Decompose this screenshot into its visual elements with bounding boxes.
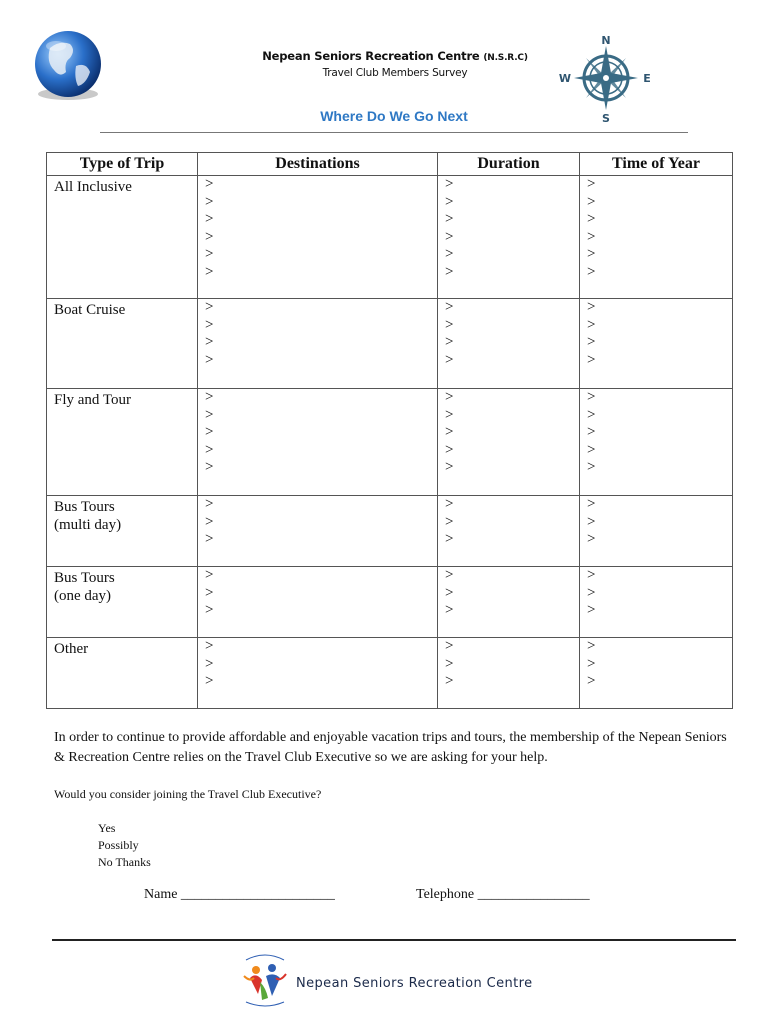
header-type-of-trip: Type of Trip <box>47 153 198 176</box>
time-of-year-entry-marker: > <box>587 655 596 672</box>
destination-entry-marker: > <box>205 531 214 547</box>
duration-entry-marker: > <box>445 334 454 350</box>
help-paragraph: In order to continue to provide affordable and enjoyable vacation trips and tours, the membership of the Nepean Seniors & Recreation Centre relies on the Travel Club Executive so we are asking for your help. <box>54 730 727 765</box>
duration-entry-marker: > <box>445 246 454 262</box>
time-of-year-entry-marker: > <box>587 567 596 583</box>
trip-type-cell <box>47 389 198 496</box>
duration-entry-marker: > <box>445 584 454 601</box>
destination-entry-marker: > <box>205 513 214 530</box>
table-row <box>47 176 733 299</box>
table-header-row <box>47 153 733 176</box>
join-question: Would you consider joining the Travel Club Executive? <box>54 787 322 801</box>
page-title: Where Do We Go Next <box>320 108 468 124</box>
destination-cell[interactable] <box>198 299 438 389</box>
trip-type-label: Other <box>54 641 89 657</box>
duration-cell[interactable] <box>438 567 580 638</box>
trip-type-sublabel: (one day) <box>54 588 112 604</box>
destination-entry-marker: > <box>205 496 214 512</box>
destination-entry-marker: > <box>205 316 214 333</box>
trip-type-cell <box>47 496 198 567</box>
time-of-year-entry-marker: > <box>587 673 596 689</box>
time-of-year-entry-marker: > <box>587 496 596 512</box>
duration-entry-marker: > <box>445 513 454 530</box>
time-of-year-entry-marker: > <box>587 531 596 547</box>
option-yes[interactable]: Yes <box>98 821 116 835</box>
time-of-year-entry-marker: > <box>587 424 596 440</box>
name-field[interactable]: Name ______________________ <box>144 887 335 902</box>
duration-cell[interactable] <box>438 638 580 709</box>
org-name: Nepean Seniors Recreation Centre (N.S.R.C) <box>262 49 528 63</box>
time-of-year-entry-marker: > <box>587 176 596 192</box>
time-of-year-entry-marker: > <box>587 513 596 530</box>
destination-entry-marker: > <box>205 602 214 618</box>
duration-entry-marker: > <box>445 531 454 547</box>
survey-subtitle: Travel Club Members Survey <box>322 67 468 79</box>
trip-type-label: Bus Tours <box>54 499 115 515</box>
time-of-year-entry-marker: > <box>587 228 596 245</box>
trip-type-cell <box>47 299 198 389</box>
duration-entry-marker: > <box>445 655 454 672</box>
duration-entry-marker: > <box>445 316 454 333</box>
duration-entry-marker: > <box>445 389 454 405</box>
table-row <box>47 299 733 389</box>
table-row <box>47 389 733 496</box>
destination-entry-marker: > <box>205 299 214 315</box>
trip-type-cell <box>47 638 198 709</box>
trip-type-cell <box>47 176 198 299</box>
time-of-year-cell[interactable] <box>580 638 733 709</box>
destination-entry-marker: > <box>205 193 214 210</box>
survey-table <box>46 152 733 709</box>
duration-entry-marker: > <box>445 602 454 618</box>
destination-entry-marker: > <box>205 211 214 227</box>
duration-entry-marker: > <box>445 441 454 458</box>
compass-s: S <box>602 112 610 125</box>
duration-entry-marker: > <box>445 496 454 512</box>
globe-icon <box>30 28 106 102</box>
duration-entry-marker: > <box>445 228 454 245</box>
time-of-year-entry-marker: > <box>587 602 596 618</box>
time-of-year-entry-marker: > <box>587 299 596 315</box>
destination-entry-marker: > <box>205 424 214 440</box>
destination-entry-marker: > <box>205 263 214 280</box>
time-of-year-entry-marker: > <box>587 246 596 262</box>
duration-entry-marker: > <box>445 176 454 192</box>
destination-cell[interactable] <box>198 567 438 638</box>
duration-entry-marker: > <box>445 299 454 315</box>
trip-type-cell <box>47 567 198 638</box>
table-row <box>47 496 733 567</box>
table-row <box>47 638 733 709</box>
destination-entry-marker: > <box>205 673 214 689</box>
time-of-year-entry-marker: > <box>587 316 596 333</box>
time-of-year-entry-marker: > <box>587 638 596 654</box>
destination-entry-marker: > <box>205 459 214 475</box>
destination-entry-marker: > <box>205 638 214 654</box>
destination-entry-marker: > <box>205 567 214 583</box>
time-of-year-cell[interactable] <box>580 389 733 496</box>
time-of-year-entry-marker: > <box>587 351 596 368</box>
table-row <box>47 567 733 638</box>
destination-cell[interactable] <box>198 496 438 567</box>
destination-entry-marker: > <box>205 584 214 601</box>
time-of-year-entry-marker: > <box>587 406 596 423</box>
trip-type-sublabel: (multi day) <box>54 517 122 533</box>
duration-entry-marker: > <box>445 406 454 423</box>
duration-cell[interactable] <box>438 496 580 567</box>
time-of-year-entry-marker: > <box>587 441 596 458</box>
destination-cell[interactable] <box>198 176 438 299</box>
time-of-year-cell[interactable] <box>580 299 733 389</box>
time-of-year-entry-marker: > <box>587 389 596 405</box>
destination-entry-marker: > <box>205 389 214 405</box>
duration-entry-marker: > <box>445 211 454 227</box>
header-time-of-year: Time of Year <box>580 153 733 176</box>
time-of-year-cell[interactable] <box>580 496 733 567</box>
join-options <box>98 820 151 871</box>
time-of-year-entry-marker: > <box>587 263 596 280</box>
duration-cell[interactable] <box>438 299 580 389</box>
trip-type-label: Boat Cruise <box>54 302 126 318</box>
trip-type-label: Fly and Tour <box>54 392 132 408</box>
telephone-field[interactable]: Telephone ________________ <box>416 887 590 902</box>
time-of-year-cell[interactable] <box>580 567 733 638</box>
time-of-year-cell[interactable] <box>580 176 733 299</box>
duration-entry-marker: > <box>445 459 454 475</box>
duration-entry-marker: > <box>445 424 454 440</box>
duration-cell[interactable] <box>438 176 580 299</box>
trip-type-label: Bus Tours <box>54 570 115 586</box>
title-divider <box>100 132 688 133</box>
destination-entry-marker: > <box>205 228 214 245</box>
option-no-thanks[interactable]: No Thanks <box>98 855 151 869</box>
destination-entry-marker: > <box>205 334 214 350</box>
header-duration: Duration <box>438 153 580 176</box>
compass-w: W <box>558 72 572 85</box>
footer-divider <box>52 939 736 941</box>
centre-name: Nepean Seniors Recreation Centre <box>296 976 533 991</box>
compass-n: N <box>601 34 611 47</box>
duration-entry-marker: > <box>445 673 454 689</box>
destination-entry-marker: > <box>205 441 214 458</box>
destination-cell[interactable] <box>198 389 438 496</box>
destination-entry-marker: > <box>205 246 214 262</box>
active-living-logo <box>238 948 292 1012</box>
option-possibly[interactable]: Possibly <box>98 838 139 852</box>
duration-entry-marker: > <box>445 263 454 280</box>
destination-cell[interactable] <box>198 638 438 709</box>
destination-entry-marker: > <box>205 176 214 192</box>
compass-e: E <box>643 72 651 85</box>
destination-entry-marker: > <box>205 351 214 368</box>
time-of-year-entry-marker: > <box>587 584 596 601</box>
header-destinations: Destinations <box>198 153 438 176</box>
duration-entry-marker: > <box>445 351 454 368</box>
time-of-year-entry-marker: > <box>587 459 596 475</box>
duration-entry-marker: > <box>445 638 454 654</box>
duration-entry-marker: > <box>445 193 454 210</box>
trip-type-label: All Inclusive <box>54 179 132 195</box>
time-of-year-entry-marker: > <box>587 334 596 350</box>
time-of-year-entry-marker: > <box>587 211 596 227</box>
duration-entry-marker: > <box>445 567 454 583</box>
time-of-year-entry-marker: > <box>587 193 596 210</box>
duration-cell[interactable] <box>438 389 580 496</box>
destination-entry-marker: > <box>205 655 214 672</box>
destination-entry-marker: > <box>205 406 214 423</box>
